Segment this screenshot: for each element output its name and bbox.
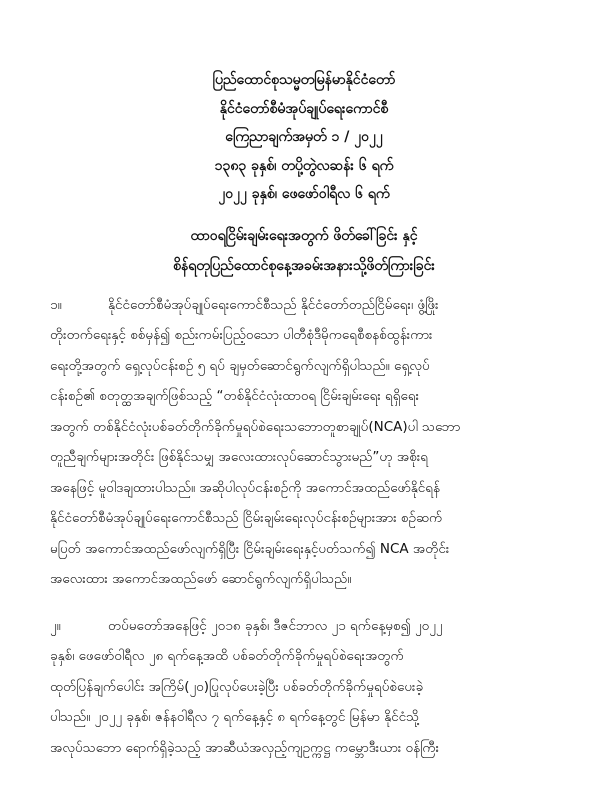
country-name: ပြည်ထောင်စုသမ္မတမြန်မာနိုင်ငံတော်	[212, 72, 396, 88]
paragraph-line: တူညီချက်များအတိုင်း ဖြစ်နိုင်သမျှ အလေးထားလုပ်ဆောင်သွားမည်”ဟု အစိုးရ	[50, 449, 428, 465]
paragraph-line: ငန်းစဉ်၏ စတုတ္ထအချက်ဖြစ်သည့် “တစ်နိုင်ငံလုံးထာဝရ ငြိမ်းချမ်းရေး ရရှိရေး	[50, 388, 420, 404]
document-header	[50, 66, 558, 209]
paragraph-number: ၂။	[50, 617, 61, 634]
paragraph-line: အလုပ်သဘော ရောက်ရှိခဲ့သည့် အာဆီယံအလှည့်ကျဥက္ကဋ္ဌ ကမ္ဘောဒီးယား ဝန်ကြီး	[50, 739, 440, 756]
document-subject	[50, 221, 558, 281]
paragraph-line: မပြတ် အကောင်အထည်ဖော်လျက်ရှိပြီး ငြိမ်းချမ်းရေးနှင့်ပတ်သက်၍ NCA အတိုင်း	[50, 540, 450, 557]
gregorian-date: ၂၀၂၂ ခုနှစ်၊ ဖေဖော်ဝါရီလ ၆ ရက်	[218, 186, 390, 202]
paragraph-line: ခုနှစ်၊ ဖေဖော်ဝါရီလ ၂၈ ရက်နေ့အထိ ပစ်ခတ်တိုက်ခိုက်မှုရပ်စဲရေးအတွက်	[50, 648, 404, 664]
paragraph-line: ထုတ်ပြန်ချက်ပေါင်း အကြိမ်(၂၀)ပြုလုပ်ပေးခဲ့ပြီး ပစ်ခတ်တိုက်ခိုက်မှုရပ်စဲပေးခဲ့	[50, 678, 424, 695]
council-name: နိုင်ငံတော်စီမံအုပ်ချုပ်ရေးကောင်စီ	[219, 100, 389, 117]
paragraph-line: ရေးတို့အတွက် ရှေ့လုပ်ငန်းစဉ် ၅ ရပ် ချမှတ်ဆောင်ရွက်လျက်ရှိပါသည်။ ရှေ့လုပ်	[50, 357, 430, 374]
subject-line-1: ထာဝရငြိမ်းချမ်းရေးအတွက် ဖိတ်ခေါ်ခြင်း နှင့်	[190, 227, 418, 244]
paragraph-number: ၁။	[50, 296, 62, 313]
paragraph-line: တိုးတက်ရေးနှင့် စစ်မှန်၍ စည်းကမ်းပြည့်ဝသော ပါတီစုံဒီမိုကရေစီစနစ်ထွန်းကား	[50, 327, 433, 343]
paragraph-1	[50, 290, 558, 595]
paragraph-line: ပါသည်။ ၂၀၂၂ ခုနှစ်၊ ဇန်နဝါရီလ ၇ ရက်နေ့နှင့် ၈ ရက်နေ့တွင် မြန်မာ နိုင်ငံသို့	[50, 709, 420, 725]
paragraph-2	[50, 611, 558, 764]
myanmar-date: ၁၃၈၃ ခုနှစ်၊ တပို့တွဲလဆန်း ၆ ရက်	[214, 157, 394, 174]
paragraph-line: ၂။ တပ်မတော်အနေဖြင့် ၂၀၁၈ ခုနှစ်၊ ဒီဇင်ဘာလ ၂၁ ရက်နေ့မှစ၍ ၂၀၂၂	[50, 611, 558, 642]
paragraph-line: အနေဖြင့် မူဝါဒချထားပါသည်။ အဆိုပါလုပ်ငန်းစဉ်ကို အကောင်အထည်ဖော်နိုင်ရန်	[50, 479, 440, 496]
subject-line-2: စိန်ရတုပြည်ထောင်စုနေ့အခမ်းအနားသို့ဖိတ်ကြားခြင်း	[173, 257, 435, 274]
paragraph-line: နိုင်ငံတော်စီမံအုပ်ချုပ်ရေးကောင်စီသည် ငြိမ်းချမ်းရေးလုပ်ငန်းစဉ်များအား စဉ်ဆက်	[50, 510, 443, 526]
paragraph-line: အလေးထား အကောင်အထည်ဖော် ဆောင်ရွက်လျက်ရှိပါသည်။	[50, 571, 352, 587]
paragraph-line: အတွက် တစ်နိုင်ငံလုံးပစ်ခတ်တိုက်ခိုက်မှုရပ်စဲရေးသဘောတူစာချုပ်(NCA)ပါ သဘော	[50, 418, 461, 435]
announcement-number: ကြေညာချက်အမှတ် ၁ / ၂၀၂၂	[225, 129, 383, 145]
paragraph-line: ၁။ နိုင်ငံတော်စီမံအုပ်ချုပ်ရေးကောင်စီသည် နိုင်ငံတော်တည်ငြိမ်ရေး၊ ဖွံ့ဖြိုး	[50, 290, 558, 321]
